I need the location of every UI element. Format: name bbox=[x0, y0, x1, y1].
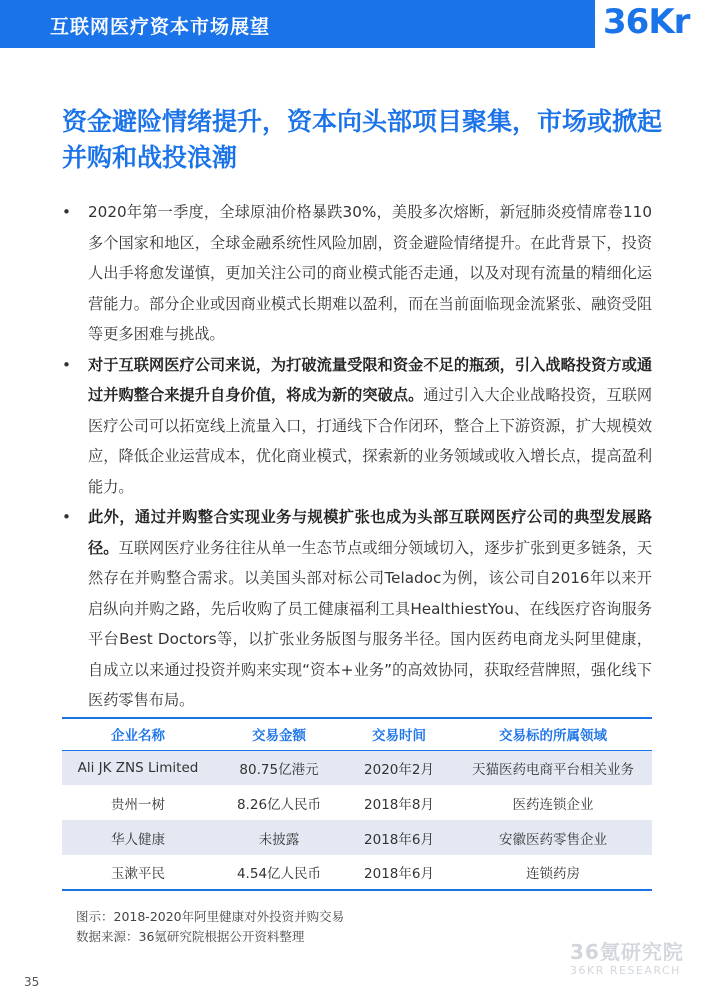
table-cell: 天猫医药电商平台相关业务 bbox=[454, 750, 652, 785]
column-header: 企业名称 bbox=[62, 718, 214, 750]
header-title: 互联网医疗资本市场展望 bbox=[50, 16, 271, 38]
page-title: 资金避险情绪提升，资本向头部项目聚集，市场或掀起并购和战投浪潮 bbox=[62, 107, 663, 172]
table-cell: 华人健康 bbox=[62, 820, 214, 855]
watermark bbox=[570, 940, 700, 978]
bullet-bold-text: 对于互联网医疗公司来说，为打破流量受限和资金不足的瓶颈，引入战略投资方或通过并购整合来提升自身价值，将成为新的突破点。 bbox=[88, 355, 652, 404]
header-bar bbox=[0, 0, 707, 48]
table-cell: 80.75亿港元 bbox=[214, 750, 344, 785]
table-cell: 2018年6月 bbox=[344, 855, 454, 890]
bullet-dot: • bbox=[62, 508, 71, 526]
table-cell: 玉漱平民 bbox=[62, 855, 214, 890]
column-header: 交易标的所属领域 bbox=[454, 718, 652, 750]
table-row bbox=[62, 785, 652, 820]
table-cell: Ali JK ZNS Limited bbox=[62, 750, 214, 785]
table-cell: 2018年8月 bbox=[364, 796, 434, 813]
table-cell: 未披露 bbox=[214, 820, 344, 855]
table-cell: 安徽医药零售企业 bbox=[454, 820, 652, 855]
table-cell: 医药连锁企业 bbox=[512, 796, 594, 813]
bullet-item bbox=[62, 197, 652, 350]
table-cell: 贵州一树 bbox=[111, 796, 165, 813]
table-header-row bbox=[62, 718, 652, 750]
watermark-cn: 36氪研究院 bbox=[570, 940, 684, 964]
table-cell: 连锁药房 bbox=[454, 855, 652, 890]
caption-figure: 图示：2018-2020年阿里健康对外投资并购交易 bbox=[76, 909, 345, 924]
table-cell: 2018年6月 bbox=[344, 820, 454, 855]
column-header: 交易金额 bbox=[214, 718, 344, 750]
bullet-item bbox=[62, 350, 652, 503]
table-row bbox=[62, 750, 652, 785]
bullet-item bbox=[62, 502, 652, 716]
watermark-en: 36KR RESEARCH bbox=[570, 964, 681, 977]
figure-caption bbox=[76, 907, 344, 947]
logo-text: 36Kr bbox=[603, 2, 690, 42]
bullet-dot: • bbox=[62, 355, 71, 374]
table-row bbox=[62, 820, 652, 855]
bullet-text: 通过引入大企业战略投资，互联网医疗公司可以拓宽线上流量入口，打通线下合作闭环，整合上下游资源，扩大规模效应，降低企业运营成本，优化商业模式，探索新的业务领域或收入增长点，提高盈利能力。 bbox=[88, 386, 653, 496]
table-cell: 2020年2月 bbox=[344, 750, 454, 785]
caption-source: 数据来源：36氪研究院根据公开资料整理 bbox=[76, 929, 305, 944]
bullet-bold-text: 此外，通过并购整合实现业务与规模扩张也成为头部互联网医疗公司的典型发展路径。 bbox=[88, 508, 652, 557]
page-number: 35 bbox=[24, 975, 40, 989]
table-cell: 4.54亿人民币 bbox=[214, 855, 344, 890]
bullet-list bbox=[62, 197, 652, 716]
bullet-dot: • bbox=[62, 203, 71, 221]
bullet-text: 互联网医疗业务往往从单一生态节点或细分领域切入，逐步扩张到更多链条，天然存在并购整合需求。以美国头部对标公司Teladoc为例，该公司自2016年以来开启纵向并购之路，先后收购了员工健康福利工具HealthiestYou、在线医疗咨询服务平台Best Doctors等，以扩张业务版图与服务半径。国内医药电商龙头阿里健康，自成立以来通过投资并购来实现“资本+业务”的高效协同，获取经营牌照，强化线下医药零售布局。 bbox=[88, 538, 653, 709]
table-row bbox=[62, 855, 652, 890]
deal-table bbox=[62, 717, 652, 891]
column-header: 交易时间 bbox=[344, 718, 454, 750]
bullet-text: 2020年第一季度，全球原油价格暴跌30%，美股多次熔断，新冠肺炎疫情席卷110多个国家和地区，全球金融系统性风险加剧，资金避险情绪提升。在此背景下，投资人出手将愈发谨慎，更加关注公司的商业模式能否走通，以及对现有流量的精细化运营能力。部分企业或因商业模式长期难以盈利，而在当前面临现金流紧张、融资受阻等更多困难与挑战。 bbox=[88, 203, 652, 343]
table-cell: 8.26亿人民币 bbox=[236, 796, 322, 813]
brand-logo bbox=[595, 0, 707, 48]
